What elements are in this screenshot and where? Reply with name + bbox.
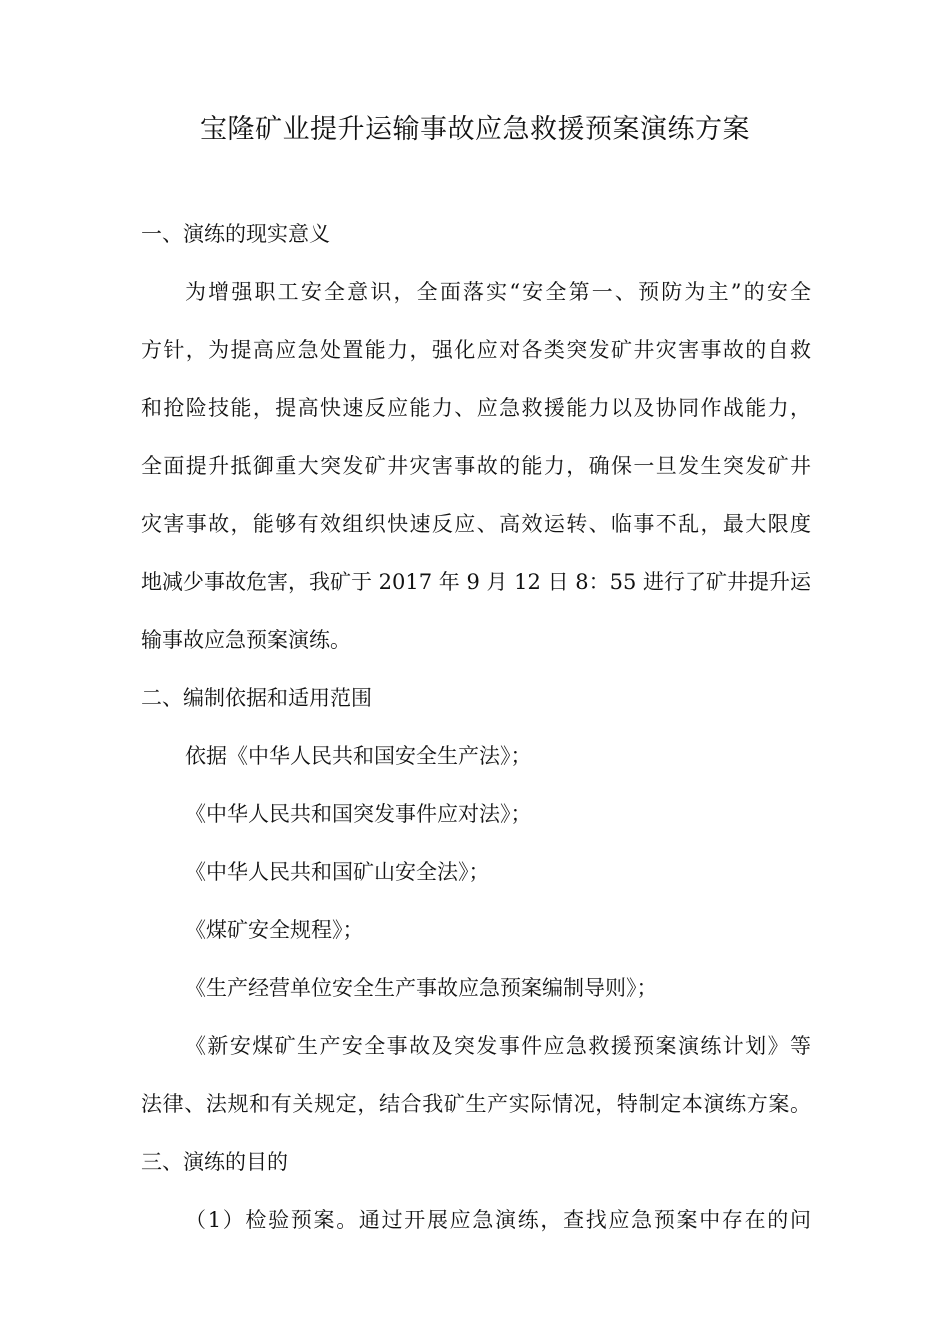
paragraph-line: 和抢险技能，提高快速反应能力、应急救援能力以及协同作战能力，: [141, 396, 811, 420]
reference-line: 《煤矿安全规程》；: [185, 918, 364, 942]
paragraph-line: 法律、法规和有关规定，结合我矿生产实际情况，特制定本演练方案。: [141, 1092, 811, 1116]
document-body: [141, 216, 811, 1260]
reference-line: 《生产经营单位安全生产事故应急预案编制导则》；: [185, 976, 658, 1000]
section-heading-1: 一、演练的现实意义: [141, 222, 330, 246]
paragraph-line: 地减少事故危害，我矿于 2017 年 9 月 12 日 8：55 进行了矿井提升运: [141, 570, 811, 594]
reference-line: 《中华人民共和国矿山安全法》；: [185, 860, 490, 884]
paragraph-line: 方针，为提高应急处置能力，强化应对各类突发矿井灾害事故的自救: [141, 338, 811, 362]
reference-line: 《新安煤矿生产安全事故及突发事件应急救援预案演练计划》等: [185, 1034, 811, 1058]
reference-line: 《中华人民共和国突发事件应对法》；: [185, 802, 532, 826]
paragraph-line: 灾害事故，能够有效组织快速反应、高效运转、临事不乱，最大限度: [141, 512, 811, 536]
paragraph-line: 输事故应急预案演练。: [141, 628, 351, 652]
paragraph-line: 全面提升抵御重大突发矿井灾害事故的能力，确保一旦发生突发矿井: [141, 454, 811, 478]
section-heading-3: 三、演练的目的: [141, 1150, 288, 1174]
paragraph-line: 为增强职工安全意识，全面落实“安全第一、预防为主”的安全: [185, 280, 811, 304]
section-heading-2: 二、编制依据和适用范围: [141, 686, 372, 710]
reference-line: 依据《中华人民共和国安全生产法》；: [185, 744, 532, 768]
paragraph-line: （1）检验预案。通过开展应急演练，查找应急预案中存在的问: [185, 1208, 811, 1232]
document-title: 宝隆矿业提升运输事故应急救援预案演练方案: [200, 114, 750, 145]
